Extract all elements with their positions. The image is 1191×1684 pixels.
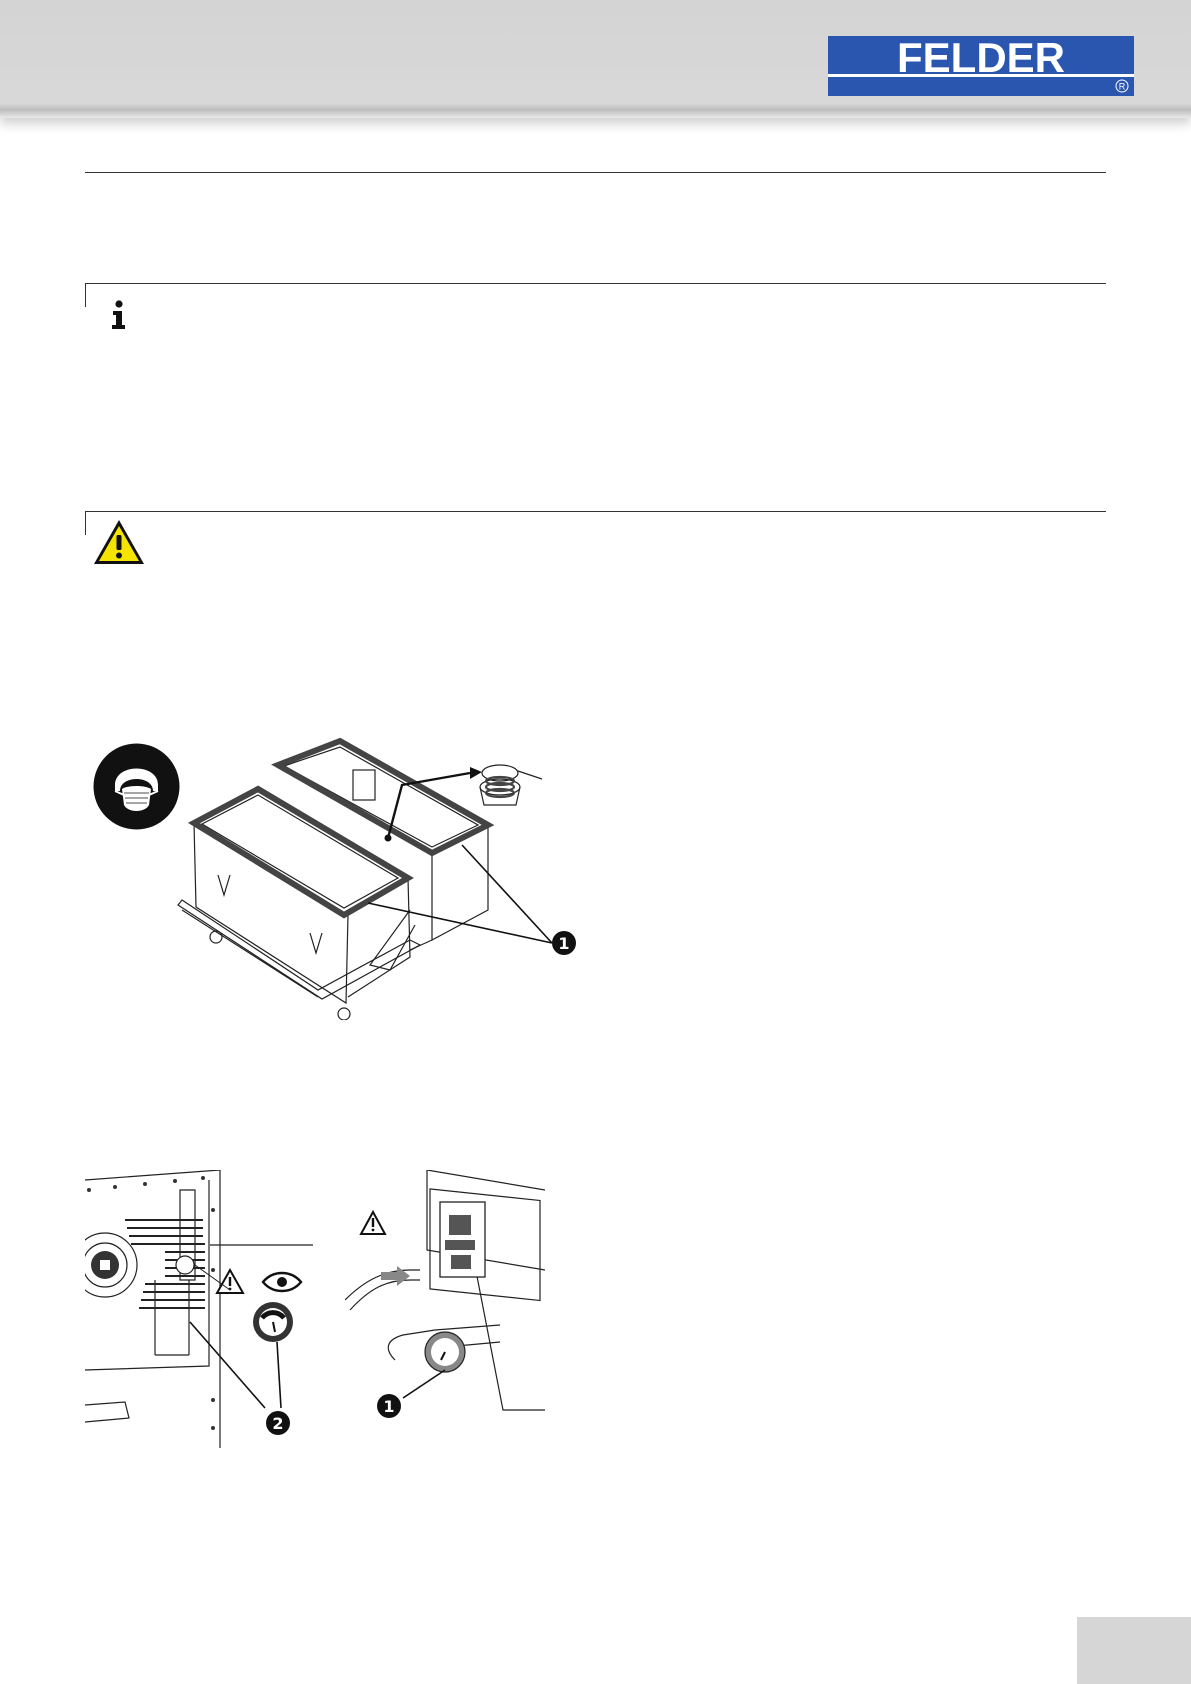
dust-container-illustration: [170, 735, 590, 1020]
machine-panel-illustration: [85, 1170, 315, 1448]
callout-1: 1: [558, 934, 570, 953]
warning-note-border-left: [85, 511, 86, 535]
warning-note-border: [85, 511, 1106, 512]
registered-mark: R: [1118, 81, 1126, 92]
callout-1-right: 1: [383, 1397, 395, 1416]
callout-2: 2: [272, 1414, 284, 1433]
page-number-tab: [1077, 1617, 1191, 1684]
logo-text: FELDER: [897, 36, 1065, 81]
info-icon: [108, 300, 130, 330]
info-note-border: [85, 283, 1106, 284]
section-divider: [85, 172, 1106, 173]
connection-panel-illustration: [345, 1170, 545, 1435]
felder-logo: [828, 36, 1134, 96]
warning-triangle-icon: [92, 518, 146, 566]
info-note-border-left: [85, 283, 86, 307]
page-header: [0, 0, 1191, 118]
dust-mask-icon: [93, 743, 180, 830]
